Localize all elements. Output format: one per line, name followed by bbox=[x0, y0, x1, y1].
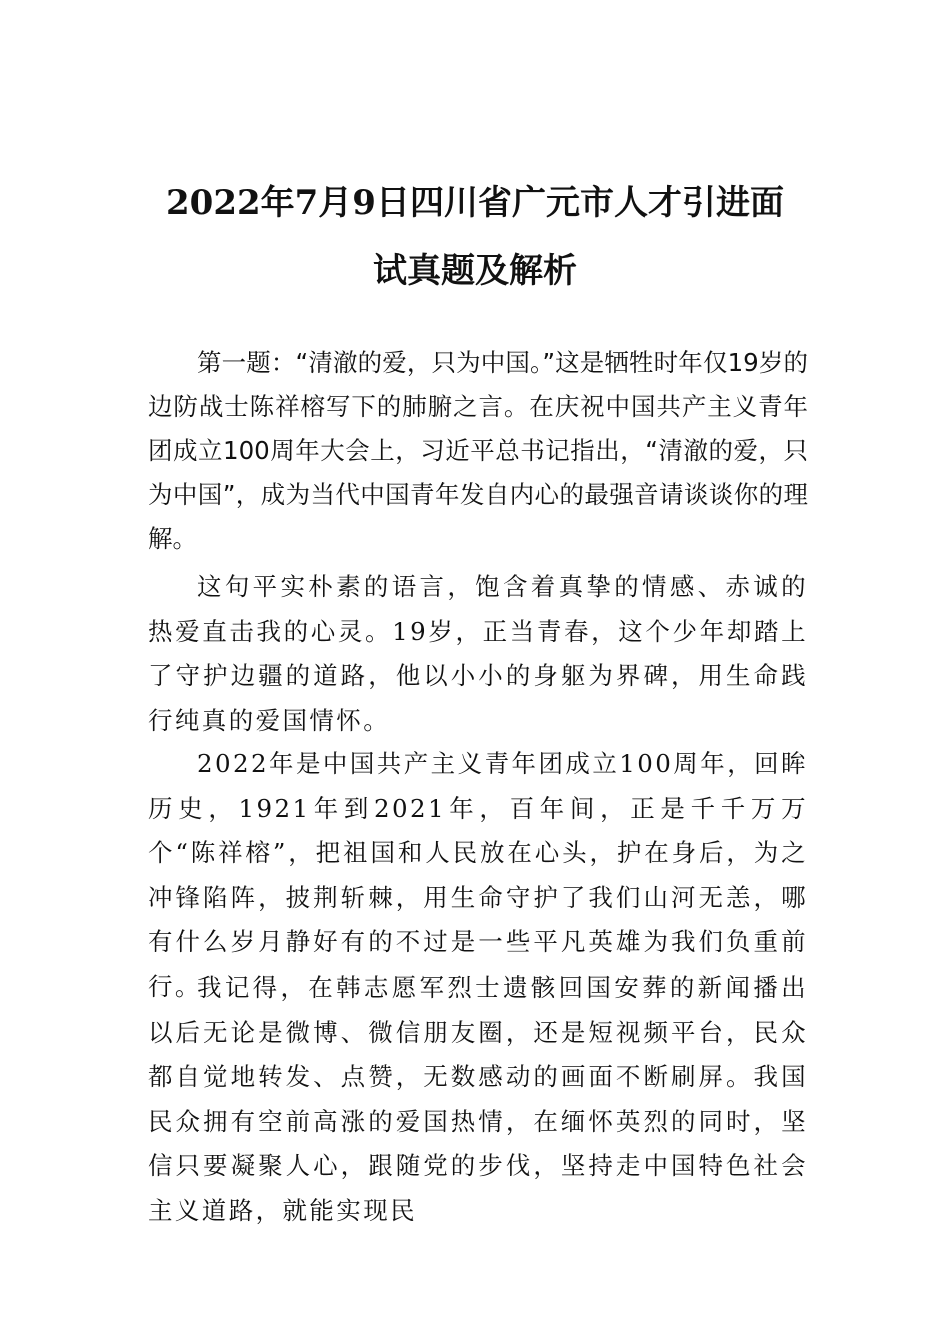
document-title-line-1: 2022年7月9日四川省广元市人才引进面 bbox=[166, 183, 784, 223]
answer-paragraph-3: 我记得，在韩志愿军烈士遗骸回国安葬的新闻播出以后无论是微博、微信朋友圈，还是短视频平台，民众都自觉地转发、点赞，无数感动的画面不断刷屏。我国民众拥有空前高涨的爱国热情，在缅怀英烈的同时，坚信只要凝聚人心，跟随党的步伐，坚持走中国特色社会主义道路，就能实现民 bbox=[148, 973, 808, 1225]
answer-paragraph-2: 2022年是中国共产主义青年团成立100周年，回眸历史，1921年到2021年，百年间，正是千千万万个“陈祥榕”，把祖国和人民放在心头，护在身后，为之冲锋陷阵，披荆斩棘，用生命守护了我们山河无恙，哪有什么岁月静好有的不过是一些平凡英雄为我们负重前行。 bbox=[148, 749, 808, 1001]
answer-paragraph-1: 这句平实朴素的语言，饱含着真挚的情感、赤诚的热爱直击我的心灵。19岁，正当青春，这个少年却踏上了守护边疆的道路，他以小小的身躯为界碑，用生命践行纯真的爱国情怀。 bbox=[148, 572, 808, 735]
question-paragraph: 第一题：“清澈的爱，只为中国。”这是牺牲时年仅19岁的边防战士陈祥榕写下的肺腑之言。在庆祝中国共产主义青年团成立100周年大会上，习近平总书记指出，“清澈的爱，只为中国”，成为当代中国青年发自内心的最强音请谈谈你的理解。 bbox=[148, 348, 808, 553]
document-title-line-2: 试真题及解析 bbox=[373, 251, 577, 291]
